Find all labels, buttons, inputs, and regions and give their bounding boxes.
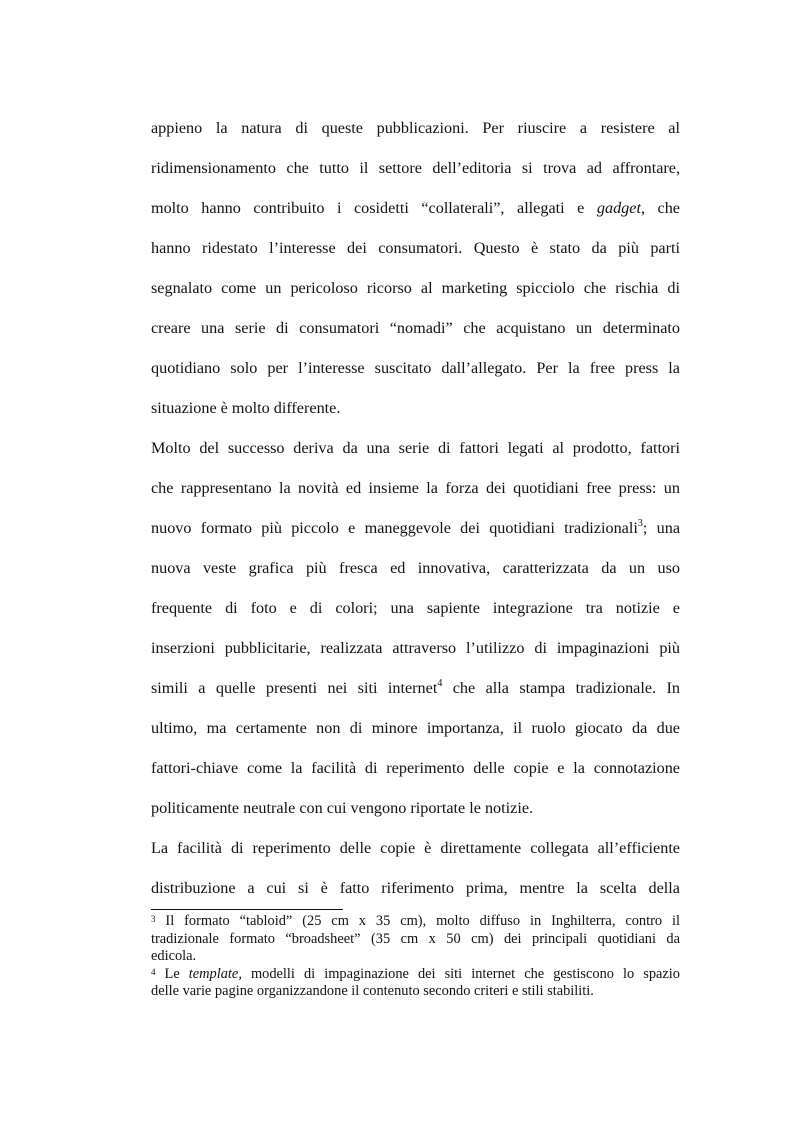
footnote-marker: 3 xyxy=(151,914,156,924)
paragraph-1-line xyxy=(151,348,680,388)
paragraph-1-line xyxy=(151,148,680,188)
text-run: Le xyxy=(155,965,189,982)
text-run: simili a quelle presenti nei siti internet xyxy=(151,679,438,697)
text-run: segnalato come un pericoloso ricorso al marketing spicciolo che rischia di xyxy=(151,279,680,297)
text-run: che rappresentano la novità ed insieme la forza dei quotidiani free press: un xyxy=(151,479,680,497)
text-run: nuova veste grafica più fresca ed innovativa, caratterizzata da un uso xyxy=(151,559,680,577)
paragraph-2-line xyxy=(151,788,680,828)
footnote-3-line xyxy=(151,948,680,966)
page-body xyxy=(151,108,680,908)
text-run: edicola. xyxy=(151,948,197,964)
text-run: che alla stampa tradizionale. In xyxy=(442,679,680,697)
text-run: distribuzione a cui si è fatto riferimento prima, mentre la scelta della xyxy=(151,879,680,897)
text-run: politicamente neutrale con cui vengono riportate le notizie. xyxy=(151,799,534,817)
text-run: ultimo, ma certamente non di minore importanza, il ruolo giocato da due xyxy=(151,719,680,737)
paragraph-1-line xyxy=(151,188,680,228)
paragraph-1-line xyxy=(151,228,680,268)
text-run: fattori-chiave come la facilità di reperimento delle copie e la connotazione xyxy=(151,759,680,777)
text-run: , che xyxy=(640,199,680,217)
footnote-marker: 3 xyxy=(637,518,643,529)
paragraph-2-line xyxy=(151,748,680,788)
paragraph-2-line xyxy=(151,628,680,668)
footnote-4-line xyxy=(151,983,680,1001)
paragraph-3-line xyxy=(151,868,680,908)
paragraph-2-line xyxy=(151,708,680,748)
text-run: nuovo formato più piccolo e maneggevole dei quotidiani tradizionali xyxy=(151,519,638,537)
text-run: Il formato “tabloid” (25 cm x 35 cm), molto diffuso in Inghilterra, contro il xyxy=(155,913,680,929)
text-run: Molto del successo deriva da una serie di fattori legati al prodotto, fattori xyxy=(151,439,680,457)
text-run: modelli di impaginazione dei siti internet che gestiscono lo spazio xyxy=(241,965,680,982)
footnote-marker: 4 xyxy=(151,966,156,977)
paragraph-2-line xyxy=(151,468,680,508)
text-run: ridimensionamento che tutto il settore dell’editoria si trova ad affrontare, xyxy=(151,159,680,177)
text-run: ; una xyxy=(642,519,681,537)
paragraph-2-line xyxy=(151,428,680,468)
text-run: frequente di foto e di colori; una sapiente integrazione tra notizie e xyxy=(151,599,680,617)
text-run: appieno la natura di queste pubblicazioni. Per riuscire a resistere al xyxy=(151,119,680,137)
text-run: inserzioni pubblicitarie, realizzata attraverso l’utilizzo di impaginazioni più xyxy=(151,639,680,657)
footnote-4-line xyxy=(151,966,680,984)
italic-term: template, xyxy=(188,965,242,982)
footnote-3-line xyxy=(151,913,680,931)
footnote-separator xyxy=(151,909,343,910)
text-run: molto hanno contribuito i cosidetti “collaterali”, allegati e xyxy=(151,199,597,217)
paragraph-1-line xyxy=(151,268,680,308)
paragraph-2-line xyxy=(151,588,680,628)
text-run: hanno ridestato l’interesse dei consumatori. Questo è stato da più parti xyxy=(151,239,680,257)
text-run: La facilità di reperimento delle copie è direttamente collegata all’efficiente xyxy=(151,839,680,857)
text-run: quotidiano solo per l’interesse suscitato dall’allegato. Per la free press la xyxy=(151,359,680,377)
text-run: situazione è molto differente. xyxy=(151,399,341,417)
text-run: creare una serie di consumatori “nomadi” che acquistano un determinato xyxy=(151,319,680,337)
paragraph-2-line xyxy=(151,508,680,548)
paragraph-2-line xyxy=(151,548,680,588)
text-run: delle varie pagine organizzandone il contenuto secondo criteri e stili stabiliti. xyxy=(151,983,594,999)
paragraph-1-line xyxy=(151,108,680,148)
paragraph-1-line xyxy=(151,388,680,428)
italic-term: gadget xyxy=(596,199,641,217)
footnotes xyxy=(151,913,680,1001)
body-text xyxy=(151,108,680,908)
paragraph-2-line xyxy=(151,668,680,708)
text-run: tradizionale formato “broadsheet” (35 cm x 50 cm) dei principali quotidiani da xyxy=(151,930,680,947)
footnote-marker: 4 xyxy=(437,678,443,689)
footnote-3-line xyxy=(151,931,680,949)
paragraph-1-line xyxy=(151,308,680,348)
paragraph-3-line xyxy=(151,828,680,868)
